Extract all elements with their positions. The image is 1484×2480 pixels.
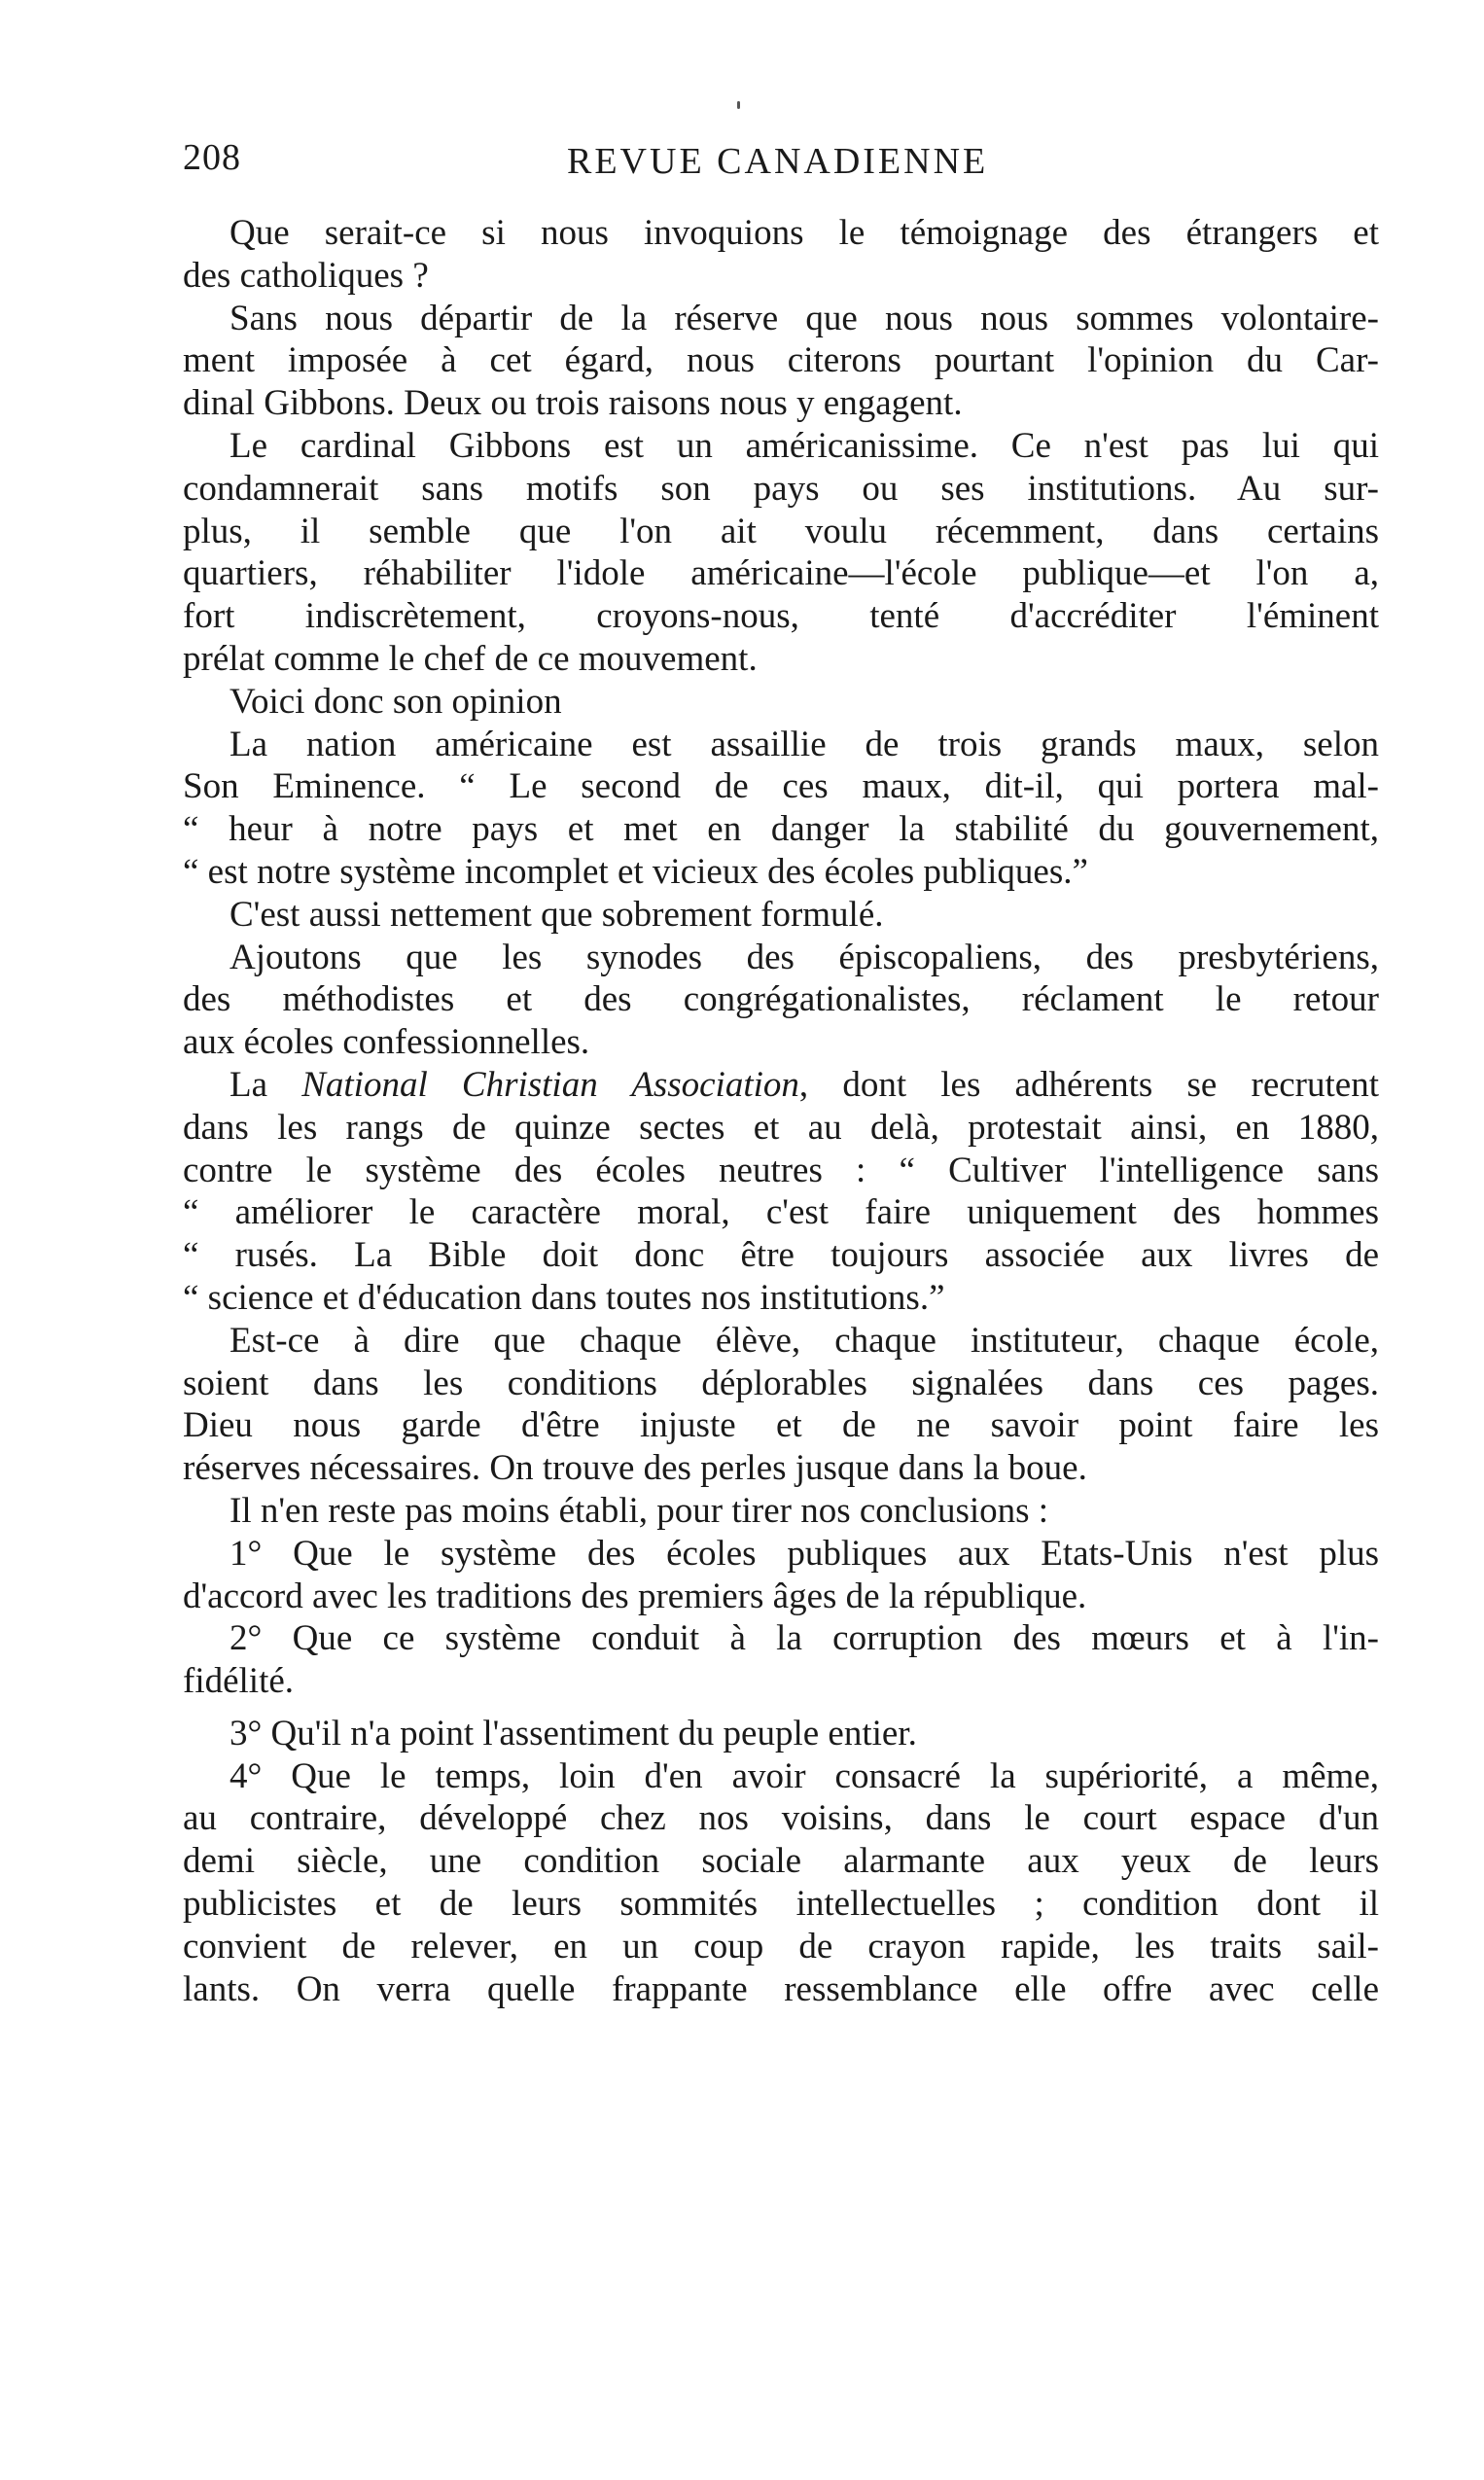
- print-speck: [737, 101, 740, 109]
- page-number: 208: [183, 137, 241, 178]
- spacer: [183, 1703, 1379, 1713]
- text-line: “ améliorer le caractère moral, c'est faire uniquement des hommes: [183, 1192, 1379, 1233]
- text-line: “ heur à notre pays et met en danger la stabilité du gouvernement,: [183, 809, 1379, 850]
- association-prefix: La: [230, 1064, 302, 1105]
- text-line-association: [183, 1064, 1379, 1107]
- text-line: La nation américaine est assaillie de trois grands maux, selon: [230, 724, 1379, 764]
- text-line: quartiers, réhabiliter l'idole américaine—l'école publique—et l'on a,: [183, 553, 1379, 594]
- text-line: Il n'en reste pas moins établi, pour tirer nos conclusions :: [230, 1490, 1049, 1531]
- page-body: [183, 212, 1379, 2010]
- text-line: fort indiscrètement, croyons-nous, tenté d'accréditer l'éminent: [183, 596, 1379, 637]
- text-line: Est-ce à dire que chaque élève, chaque instituteur, chaque école,: [230, 1320, 1379, 1361]
- text-line: Le cardinal Gibbons est un américanissime. Ce n'est pas lui qui: [230, 425, 1379, 466]
- text-line: contre le système des écoles neutres : “ Cultiver l'intelligence sans: [183, 1150, 1379, 1190]
- text-line: “ science et d'éducation dans toutes nos institutions.”: [183, 1277, 945, 1318]
- text-line: plus, il semble que l'on ait voulu récemment, dans certains: [183, 511, 1379, 551]
- running-title: REVUE CANADIENNE: [567, 141, 989, 182]
- text-line: des catholiques ?: [183, 255, 429, 296]
- text-line: d'accord avec les traditions des premiers âges de la république.: [183, 1576, 1087, 1616]
- page-header: [183, 136, 1379, 195]
- text-line: 4° Que le temps, loin d'en avoir consacré la supériorité, a même,: [230, 1755, 1379, 1796]
- text-line: C'est aussi nettement que sobrement formulé.: [230, 894, 884, 935]
- text-line: prélat comme le chef de ce mouvement.: [183, 638, 758, 679]
- association-name: National Christian Association: [301, 1064, 799, 1105]
- association-suffix: , dont les adhérents se recrutent: [798, 1064, 1379, 1105]
- text-line: Voici donc son opinion: [230, 681, 562, 722]
- text-line: ment imposée à cet égard, nous citerons pourtant l'opinion du Car-: [183, 340, 1379, 381]
- text-line: des méthodistes et des congrégationalistes, réclament le retour: [183, 979, 1379, 1020]
- text-line: réserves nécessaires. On trouve des perles jusque dans la boue.: [183, 1448, 1087, 1489]
- text-line: au contraire, développé chez nos voisins, dans le court espace d'un: [183, 1798, 1379, 1839]
- text-line: Son Eminence. “ Le second de ces maux, dit-il, qui portera mal-: [183, 766, 1379, 807]
- text-line: demi siècle, une condition sociale alarmante aux yeux de leurs: [183, 1841, 1379, 1882]
- text-line: 3° Qu'il n'a point l'assentiment du peuple entier.: [230, 1713, 917, 1754]
- text-line: Dieu nous garde d'être injuste et de ne savoir point faire les: [183, 1405, 1379, 1446]
- text-line: Sans nous départir de la réserve que nous nous sommes volontaire-: [230, 298, 1379, 338]
- text-line: “ rusés. La Bible doit donc être toujours associée aux livres de: [183, 1235, 1379, 1276]
- text-line: 1° Que le système des écoles publiques aux Etats-Unis n'est plus: [230, 1533, 1379, 1574]
- text-line: “ est notre système incomplet et vicieux des écoles publiques.”: [183, 851, 1088, 892]
- text-line: condamnerait sans motifs son pays ou ses institutions. Au sur-: [183, 468, 1379, 509]
- text-line: fidélité.: [183, 1661, 295, 1702]
- text-line: dans les rangs de quinze sectes et au delà, protestait ainsi, en 1880,: [183, 1107, 1379, 1148]
- text-line: convient de relever, en un coup de crayon rapide, les traits sail-: [183, 1926, 1379, 1966]
- text-line: dinal Gibbons. Deux ou trois raisons nous y engagent.: [183, 383, 963, 424]
- text-line: Que serait-ce si nous invoquions le témoignage des étrangers et: [230, 213, 1379, 253]
- text-line: 2° Que ce système conduit à la corruption des mœurs et à l'in-: [230, 1618, 1379, 1659]
- text-line: Ajoutons que les synodes des épiscopaliens, des presbytériens,: [230, 937, 1379, 977]
- text-line: soient dans les conditions déplorables signalées dans ces pages.: [183, 1363, 1379, 1403]
- text-line: publicistes et de leurs sommités intellectuelles ; condition dont il: [183, 1884, 1379, 1925]
- text-line: aux écoles confessionnelles.: [183, 1022, 590, 1063]
- text-line: lants. On verra quelle frappante ressemblance elle offre avec celle: [183, 1968, 1379, 2009]
